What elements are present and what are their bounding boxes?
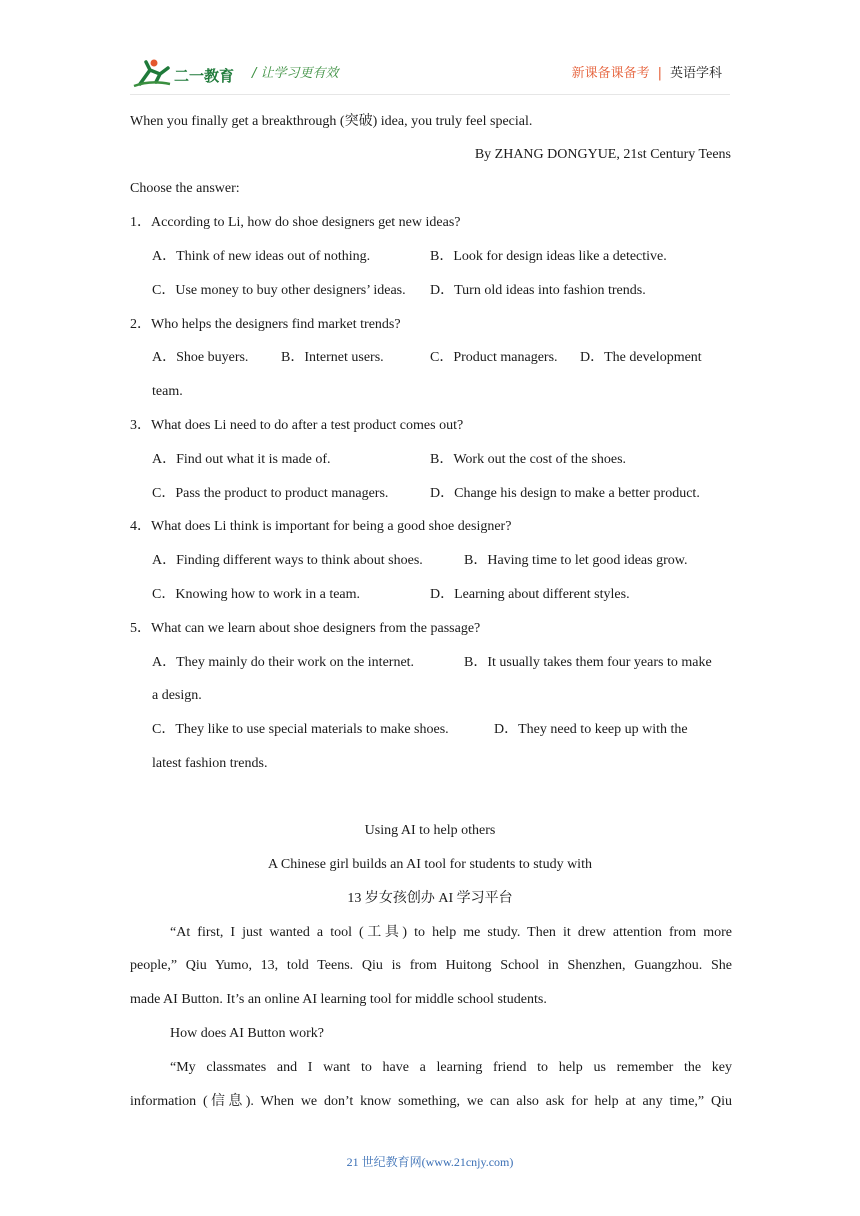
q5-option-b: B．It usually takes them four years to make [464,655,712,670]
q2-option-c: C．Product managers. [430,350,558,365]
q1-option-a: A．Think of new ideas out of nothing. [152,249,371,264]
q2-option-d: D．The development [580,350,702,365]
page-footer: 21 世纪教育网(www.21cnjy.com) [346,1155,514,1169]
page-header [0,0,860,100]
q5-option-b-cont: a design. [152,688,202,703]
slogan: / 让学习更有效 [252,66,339,81]
article-p1-line2: people,” Qiu Yumo, 13, told Teens. Qiu is from Huitong School in Shenzhen, Guangzhou. She [130,958,732,973]
q4-option-c: C．Knowing how to work in a team. [152,587,361,602]
q2-option-d-cont: team. [152,384,183,399]
question-4: 4．What does Li think is important for being a good shoe designer? [130,519,512,534]
q1-option-b: B．Look for design ideas like a detective. [430,249,667,264]
article-p2-line2: information (信息). When we don’t know something, we can also ask for help at any time,” Qiu [130,1094,732,1109]
article-title: Using AI to help others [364,823,496,838]
q1-option-d: D．Turn old ideas into fashion trends. [430,283,646,298]
q2-option-b: B．Internet users. [281,350,384,365]
q3-option-b: B．Work out the cost of the shoes. [430,452,627,467]
q5-option-a: A．They mainly do their work on the internet. [152,655,415,670]
brand-logo [130,58,240,90]
article-p2-line1: “My classmates and I want to have a learning friend to help us remember the key [170,1060,732,1075]
q5-option-c: C．They like to use special materials to make shoes. [152,722,449,737]
article-subtitle: A Chinese girl builds an AI tool for students to study with [268,857,592,872]
brand-text: 二一教育 [174,67,235,85]
subject-label: 英语学科 [669,66,722,81]
question-3: 3．What does Li need to do after a test product comes out? [130,418,464,433]
article-subtitle-cn: 13 岁女孩创办 AI 学习平台 [347,891,513,906]
question-2: 2．Who helps the designers find market trends? [130,317,401,332]
q3-option-c: C．Pass the product to product managers. [152,486,389,501]
q3-option-d: D．Change his design to make a better product. [430,486,700,501]
article-p1-line3: made AI Button. It’s an online AI learning tool for middle school students. [130,992,547,1007]
intro-line: When you finally get a breakthrough (突破) idea, you truly feel special. [130,114,533,129]
header-separator: | [657,66,662,81]
q4-option-b: B．Having time to let good ideas grow. [464,553,688,568]
q3-option-a: A．Find out what it is made of. [152,452,331,467]
category-label: 新课备课备考 [571,66,650,81]
article-p1-line1: “At first, I just wanted a tool (工具) to help me study. Then it drew attention from more [170,925,732,940]
instruction: Choose the answer: [130,181,240,196]
byline: By ZHANG DONGYUE, 21st Century Teens [474,147,731,162]
q1-option-c: C．Use money to buy other designers’ ideas. [152,283,406,298]
q5-option-d-cont: latest fashion trends. [152,756,268,771]
question-5: 5．What can we learn about shoe designers from the passage? [130,621,481,636]
q4-option-a: A．Finding different ways to think about shoes. [152,553,423,568]
article-heading: How does AI Button work? [170,1026,324,1041]
header-divider [130,94,730,95]
question-1: 1．According to Li, how do shoe designers get new ideas? [130,215,461,230]
q5-option-d: D．They need to keep up with the [494,722,688,737]
q2-option-a: A．Shoe buyers. [152,350,249,365]
q4-option-d: D．Learning about different styles. [430,587,630,602]
header-right [572,62,722,81]
